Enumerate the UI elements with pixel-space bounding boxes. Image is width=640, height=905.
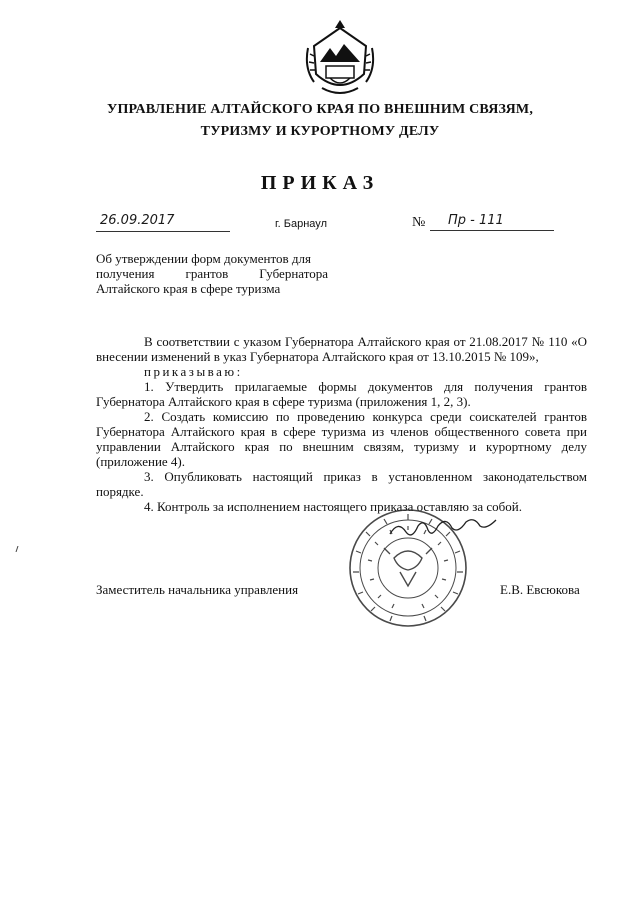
- altai-krai-coat-of-arms-icon: [304, 18, 376, 98]
- signatory-role: Заместитель начальника управления: [96, 582, 299, 597]
- document-title: ПРИКАЗ: [260, 172, 380, 194]
- number-sign: №: [412, 215, 426, 230]
- order-item-1: 1. Утвердить прилагаемые формы документов для получения грантов Губернатора Алтайского края в сфере туризма (приложения 1, 2, 3).: [96, 379, 587, 409]
- order-item-2: 2. Создать комиссию по проведению конкурса среди соискателей грантов Губернатора Алтайского края в сфере туризма из членов общественного совета при управлении Алтайского края по внешним связям, туризму и курортному делу (приложение 4).: [96, 409, 587, 469]
- order-body: [96, 334, 587, 514]
- order-word: приказываю:: [144, 364, 243, 379]
- order-number: Пр - 111: [430, 213, 554, 231]
- order-date: 26.09.2017: [96, 213, 230, 232]
- city: г. Барнаул: [275, 218, 327, 230]
- margin-mark: [15, 546, 19, 552]
- preamble: В соответствии с указом Губернатора Алтайского края от 21.08.2017 № 110 «О внесении изменений в указ Губернатора Алтайского края от 13.10.2015 № 109»,: [96, 334, 587, 364]
- order-item-4: 4. Контроль за исполнением настоящего приказа оставляю за собой.: [144, 499, 522, 514]
- organization-name-line-2: ТУРИЗМУ И КУРОРТНОМУ ДЕЛУ: [200, 124, 440, 139]
- subject-line-2: получения грантов Губернатора: [96, 266, 328, 281]
- signatory-name: Е.В. Евсюкова: [500, 582, 580, 597]
- order-subject: [96, 251, 328, 296]
- handwritten-signature: [388, 518, 498, 540]
- subject-line-1: Об утверждении форм документов для: [96, 251, 311, 266]
- organization-name-line-1: УПРАВЛЕНИЕ АЛТАЙСКОГО КРАЯ ПО ВНЕШНИМ СВЯЗЯМ,: [106, 102, 534, 117]
- order-item-3: 3. Опубликовать настоящий приказ в установленном законодательством порядке.: [96, 469, 587, 499]
- subject-line-3: Алтайского края в сфере туризма: [96, 281, 281, 296]
